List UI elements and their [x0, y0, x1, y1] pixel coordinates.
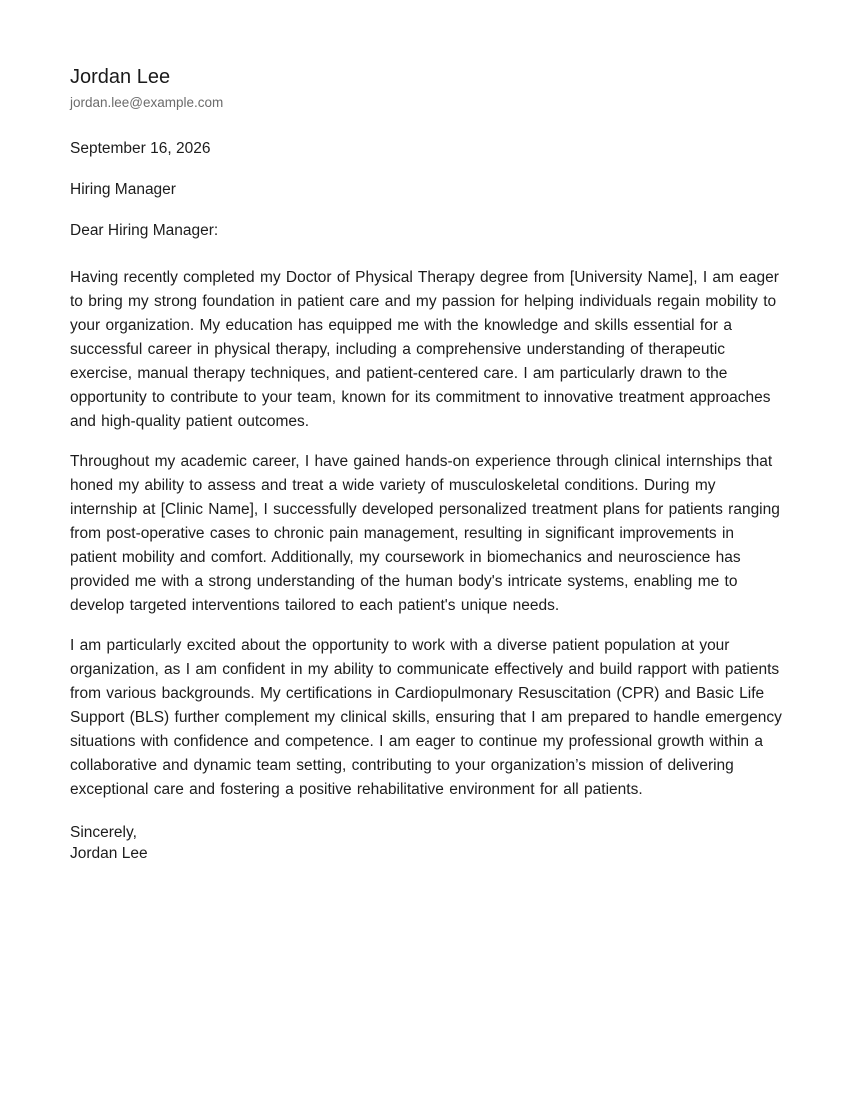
- body-paragraph-2: Throughout my academic career, I have gained hands-on experience through clinical internships that honed my ability to assess and treat a wide variety of musculoskeletal conditions. During my internship at [Clinic Name], I successfully developed personalized treatment plans for patients ranging from post-operative cases to chronic pain management, resulting in significant improvements in patient mobility and comfort. Additionally, my coursework in biomechanics and neuroscience has provided me with a strong understanding of the human body's intricate systems, enabling me to develop targeted interventions tailored to each patient's unique needs.: [70, 453, 780, 614]
- letter-body: [70, 266, 780, 802]
- sender-name: Jordan Lee: [70, 66, 171, 88]
- salutation: Dear Hiring Manager:: [70, 222, 219, 239]
- recipient: Hiring Manager: [70, 181, 176, 198]
- sender-email: jordan.lee@example.com: [70, 95, 224, 110]
- body-paragraph-3: I am particularly excited about the opportunity to work with a diverse patient population at your organization, as I am confident in my ability to communicate effectively and build rapport with patients from various backgrounds. My certifications in Cardiopulmonary Resuscitation (CPR) and Basic Life Support (BLS) further complement my clinical skills, ensuring that I am prepared to handle emergency situations with confidence and competence. I am eager to continue my professional growth within a collaborative and dynamic team setting, contributing to your organization’s mission of delivering exceptional care and fostering a positive rehabilitative environment for all patients.: [70, 637, 782, 798]
- closing: Sincerely,: [70, 824, 137, 841]
- body-paragraph-1: Having recently completed my Doctor of Physical Therapy degree from [University Name], I am eager to bring my strong foundation in patient care and my passion for helping individuals regain mobility to your organization. My education has equipped me with the knowledge and skills essential for a successful career in physical therapy, including a comprehensive understanding of therapeutic exercise, manual therapy techniques, and patient-centered care. I am particularly drawn to the opportunity to contribute to your team, known for its commitment to innovative treatment approaches and high-quality patient outcomes.: [70, 269, 779, 430]
- signature-name: Jordan Lee: [70, 845, 148, 862]
- letter-date: September 16, 2026: [70, 140, 211, 157]
